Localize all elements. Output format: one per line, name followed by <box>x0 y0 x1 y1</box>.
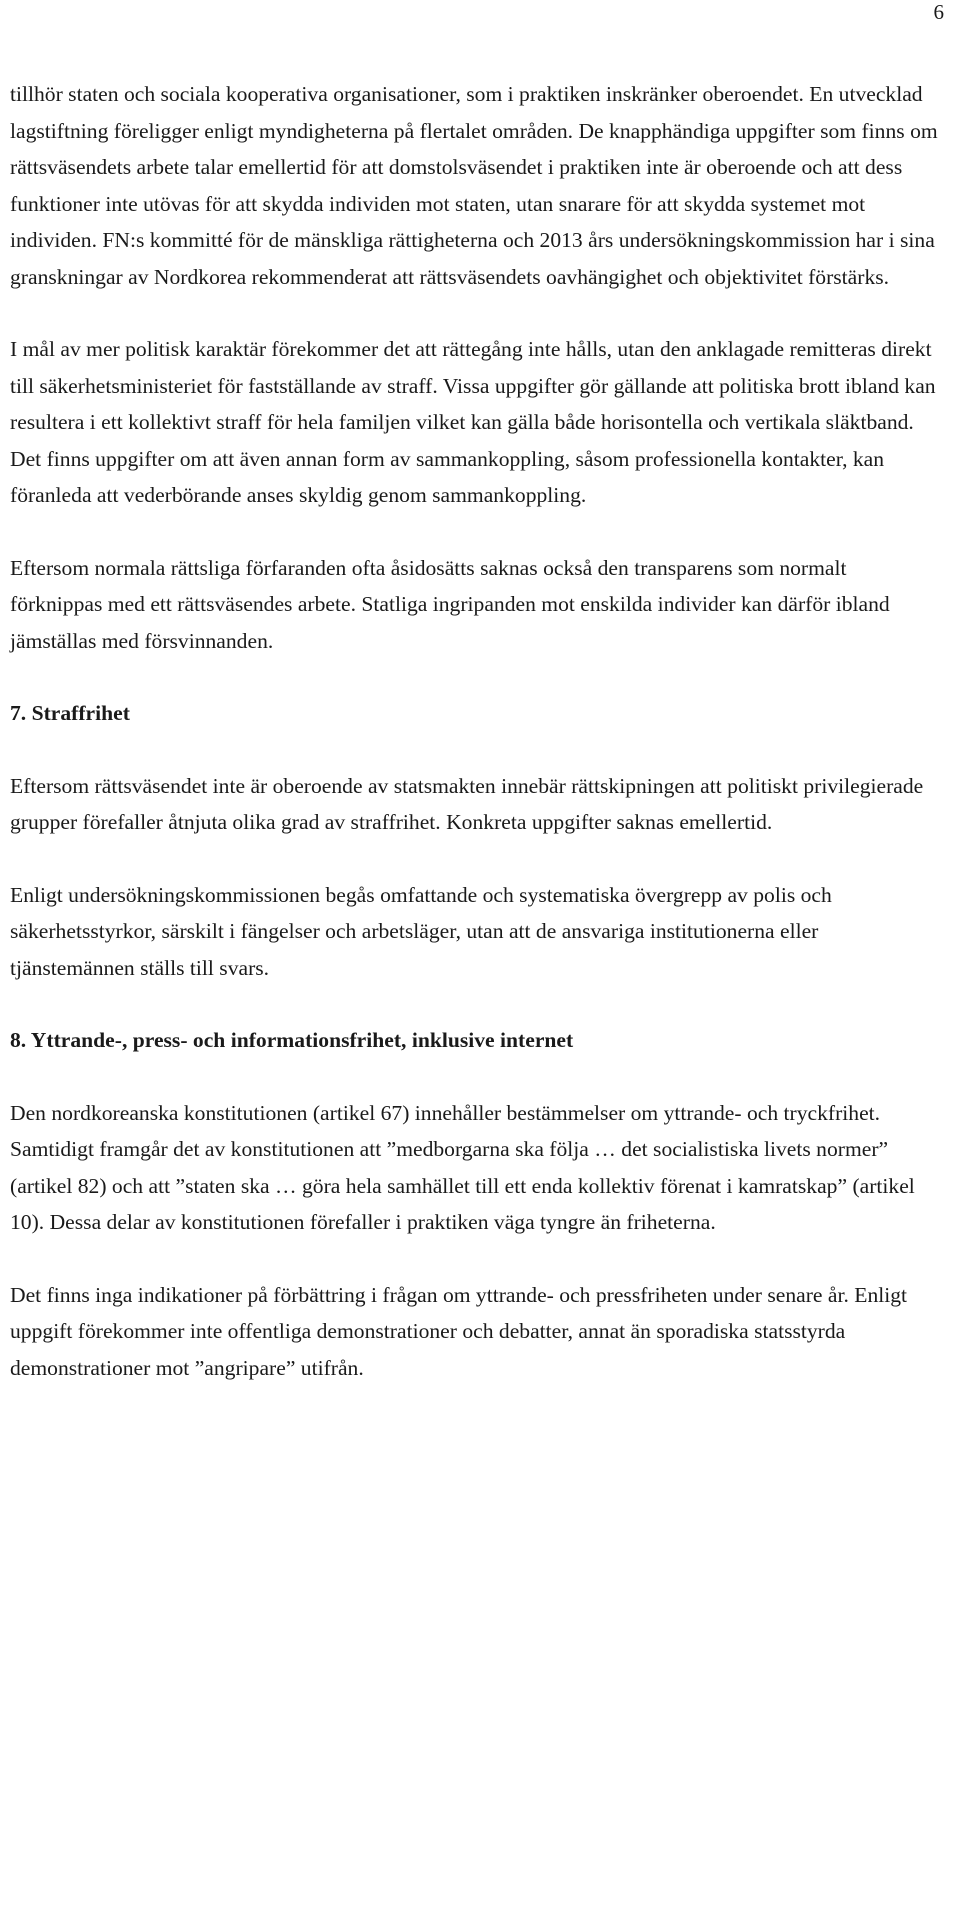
paragraph-judiciary: tillhör staten och sociala kooperativa organisationer, som i praktiken inskränker oberoendet. En utvecklad lagstiftning föreligger enligt myndigheterna på flertalet områden. De knapphändiga uppgifter som finns om rättsväsendets arbete talar emellertid för att domstolsväsendet i praktiken inte är oberoende och att dess funktioner inte utövas för att skydda individen mot staten, utan snarare för att skydda systemet mot individen. FN:s kommitté för de mänskliga rättigheterna och 2013 års undersökningskommission har i sina granskningar av Nordkorea rekommenderat att rättsväsendets oavhängighet och objektivitet förstärks. <box>10 82 938 289</box>
paragraph-political-cases: I mål av mer politisk karaktär förekommer det att rättegång inte hålls, utan den anklagade remitteras direkt till säkerhetsministeriet för fastställande av straff. Vissa uppgifter gör gällande att politiska brott ibland kan resultera i ett kollektivt straff för hela familjen vilket kan gälla både horisontella och vertikala släktband. Det finns uppgifter om att även annan form av sammankoppling, såsom professionella kontakter, kan föranleda att vederbörande anses skyldig genom sammankoppling. <box>10 337 936 507</box>
page-number: 6 <box>933 0 944 24</box>
section-heading-freedom-of-expression: 8. Yttrande-, press- och informationsfrihet, inklusive internet <box>10 1028 574 1052</box>
paragraph-constitution: Den nordkoreanska konstitutionen (artikel 67) innehåller bestämmelser om yttrande- och tryckfrihet. Samtidigt framgår det av konstitutionen att ”medborgarna ska följa … det socialistiska livets normer” (artikel 82) och att ”staten ska … göra hela samhället till ett enda kollektiv förenat i kamratskap” (artikel 10). Dessa delar av konstitutionen förefaller i praktiken väga tyngre än friheterna. <box>10 1100 915 1234</box>
paragraph-transparency: Eftersom normala rättsliga förfaranden ofta åsidosätts saknas också den transparens som normalt förknippas med ett rättsväsendes arbete. Statliga ingripanden mot enskilda individer kan därför ibland jämställas med försvinnanden. <box>10 555 890 653</box>
document-body <box>10 76 940 1386</box>
section-heading-impunity: 7. Straffrihet <box>10 701 130 725</box>
paragraph-commission-findings: Enligt undersökningskommissionen begås omfattande och systematiska övergrepp av polis och säkerhetsstyrkor, särskilt i fängelser och arbetsläger, utan att de ansvariga institutionerna eller tjänstemännen ställs till svars. <box>10 882 832 980</box>
paragraph-press-freedom: Det finns inga indikationer på förbättring i frågan om yttrande- och pressfriheten under senare år. Enligt uppgift förekommer inte offentliga demonstrationer och debatter, annat än sporadiska statsstyrda demonstrationer mot ”angripare” utifrån. <box>10 1282 908 1380</box>
paragraph-impunity: Eftersom rättsväsendet inte är oberoende av statsmakten innebär rättskipningen att politiskt privilegierade grupper förefaller åtnjuta olika grad av straffrihet. Konkreta uppgifter saknas emellertid. <box>10 773 924 834</box>
